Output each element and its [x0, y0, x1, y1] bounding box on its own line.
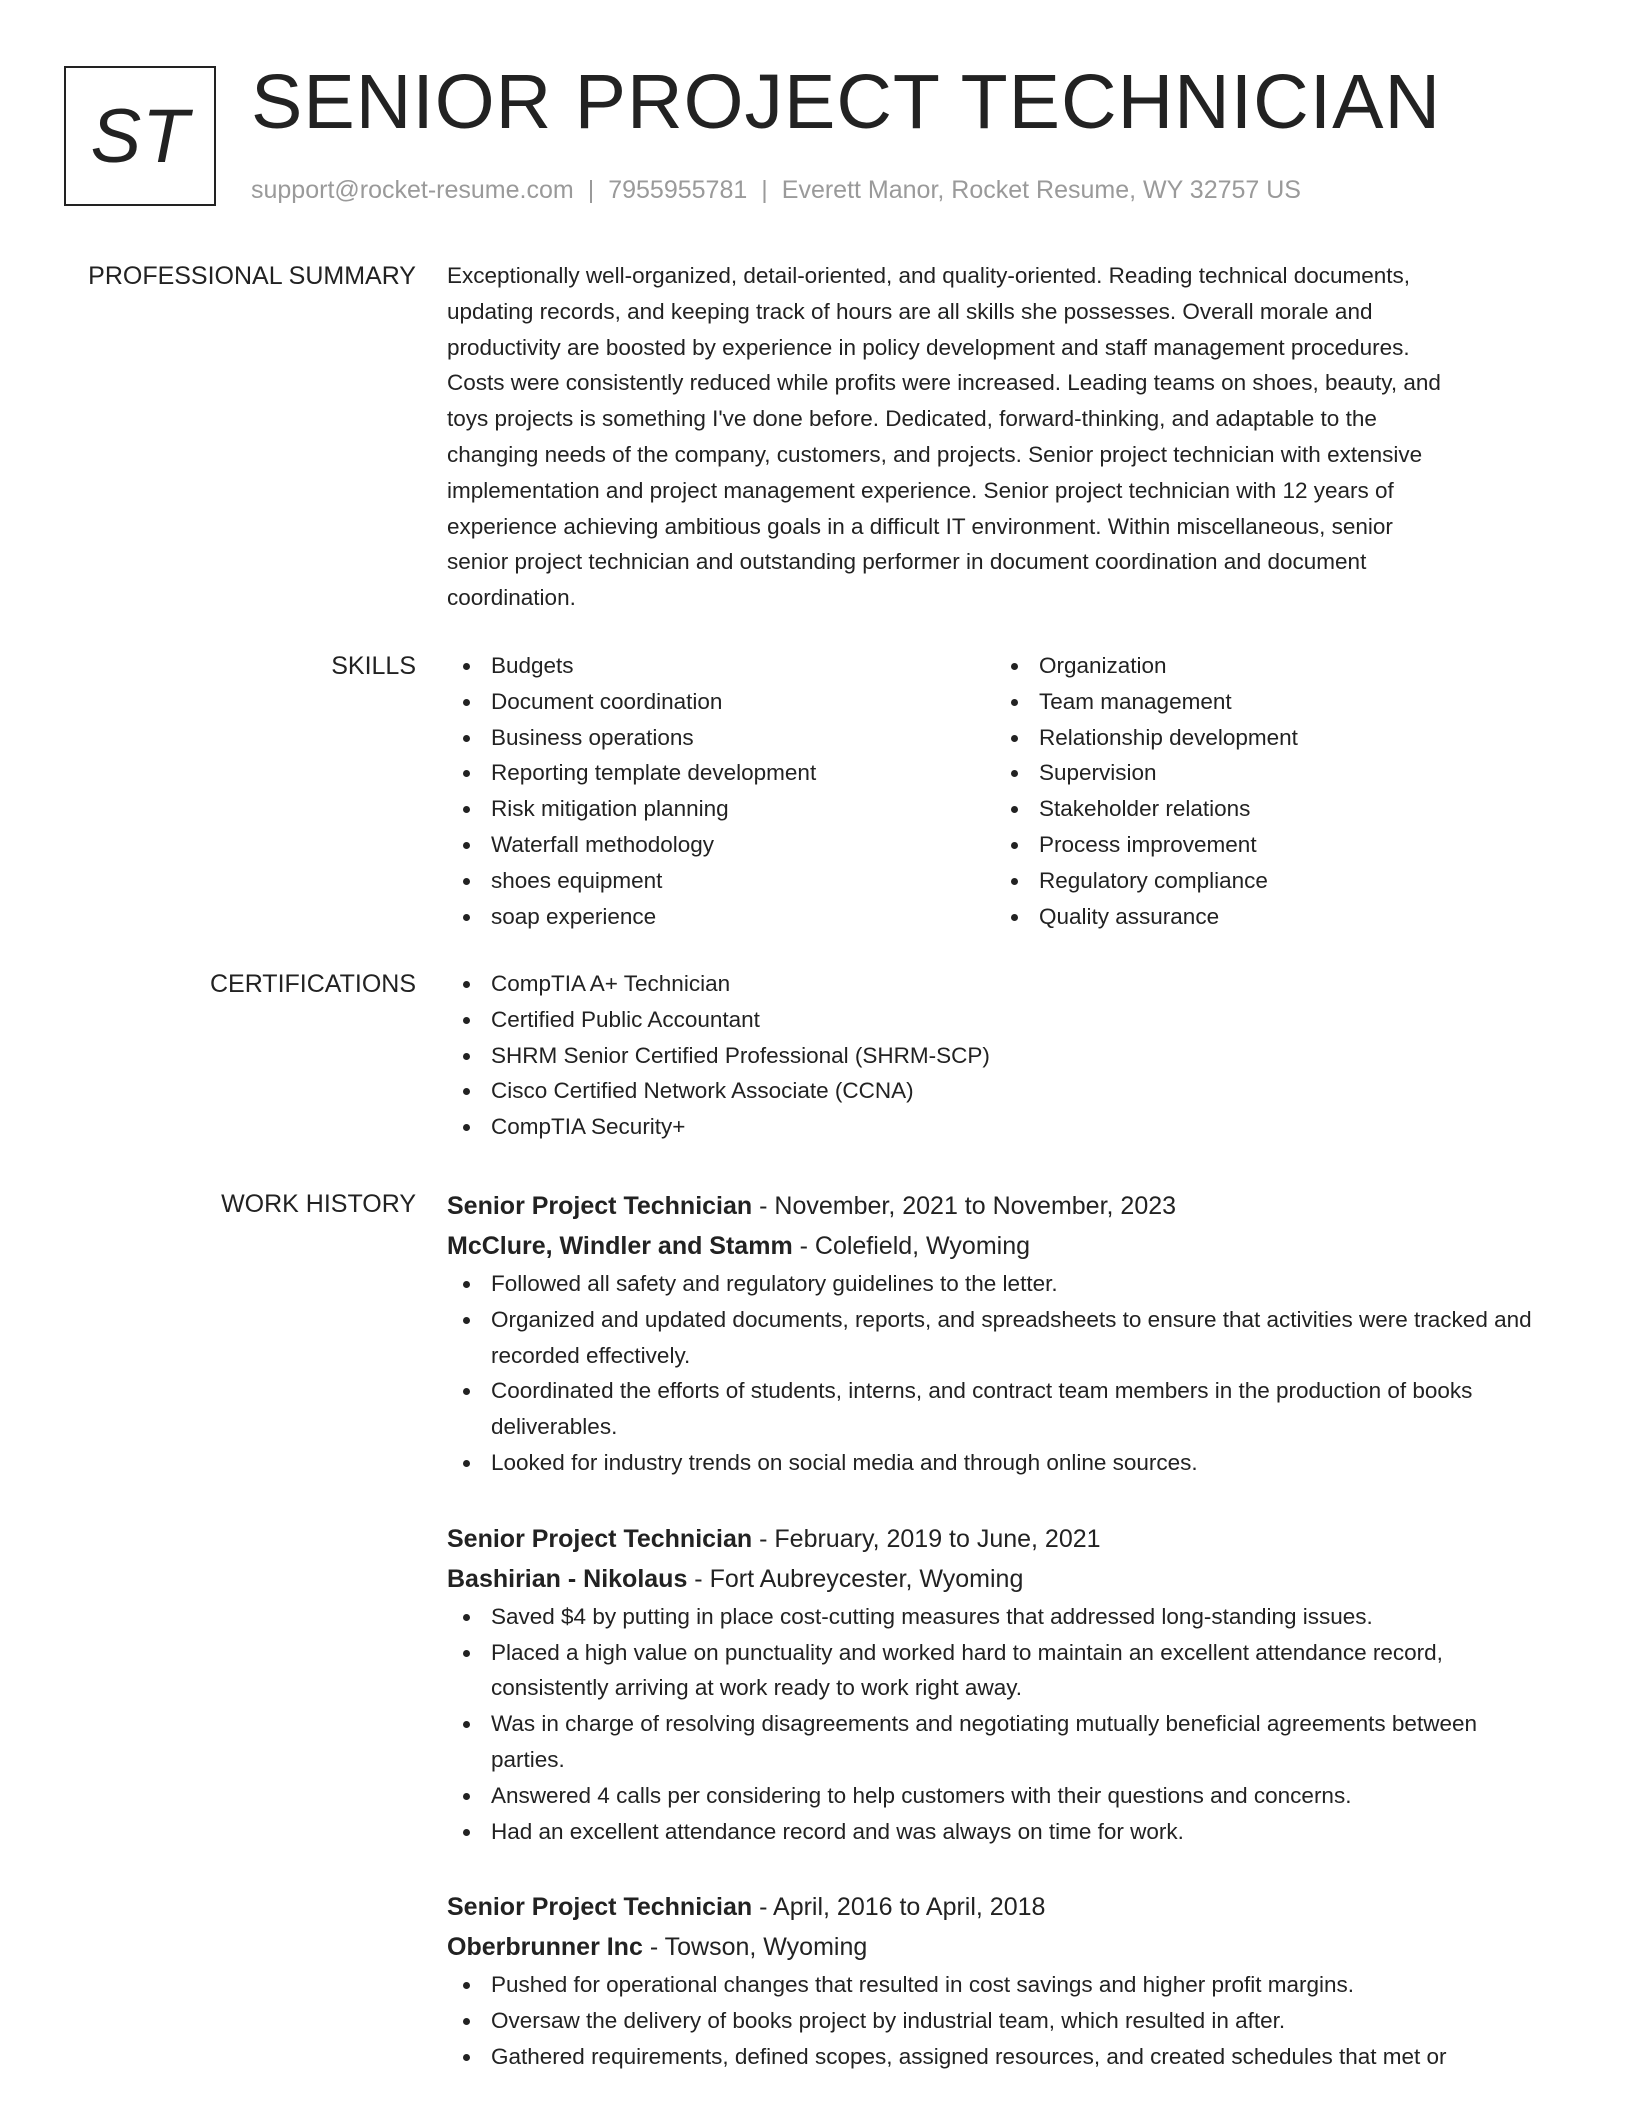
job-dates: - April, 2016 to April, 2018: [752, 1893, 1046, 1922]
summary-line: toys projects is something I've done before. Dedicated, forward-thinking, and adaptable to the: [447, 406, 1377, 432]
initials-monogram: [64, 66, 216, 206]
certification-item: CompTIA Security+: [447, 1109, 1547, 1145]
summary-line: implementation and project management experience. Senior project technician with 12 years of: [447, 477, 1394, 503]
initials-text: ST: [90, 93, 190, 179]
job-bullet: Organized and updated documents, reports, and spreadsheets to ensure that activities were tracked and recorded effectively.: [447, 1302, 1547, 1374]
job-company-line: [447, 1559, 1547, 1599]
summary-line: changing needs of the company, customers, and projects. Senior project technician with extensive: [447, 441, 1423, 467]
skill-item: soap experience: [447, 899, 995, 935]
job-location: - Fort Aubreycester, Wyoming: [687, 1564, 1024, 1593]
certification-item: Cisco Certified Network Associate (CCNA): [447, 1073, 1547, 1109]
job-location: - Colefield, Wyoming: [792, 1232, 1031, 1260]
job-company-line: [447, 1927, 1547, 1967]
skill-item: Reporting template development: [447, 755, 995, 791]
summary-line: Costs were consistently reduced while profits were increased. Leading teams on shoes, beauty, and: [447, 370, 1441, 396]
job-bullet: Had an excellent attendance record and was always on time for work.: [447, 1814, 1547, 1850]
job-bullet: Pushed for operational changes that resulted in cost savings and higher profit margins.: [447, 1967, 1547, 2003]
skill-item: Regulatory compliance: [995, 863, 1543, 899]
contact-address: Everett Manor, Rocket Resume, WY 32757 US: [781, 176, 1301, 204]
job-dates: - November, 2021 to November, 2023: [752, 1192, 1177, 1220]
summary-text: [447, 258, 1547, 616]
skill-item: Business operations: [447, 720, 995, 756]
skill-item: Document coordination: [447, 684, 995, 720]
skill-item: Risk mitigation planning: [447, 791, 995, 827]
job-title: Senior Project Technician: [447, 1893, 753, 1922]
contact-line: [251, 172, 1301, 208]
job-title-line: [447, 1186, 1547, 1226]
skill-item: Stakeholder relations: [995, 791, 1543, 827]
skill-item: Budgets: [447, 648, 995, 684]
skills-list-left: [447, 648, 995, 934]
certification-item: SHRM Senior Certified Professional (SHRM-SCP): [447, 1038, 1547, 1074]
contact-separator: |: [587, 176, 595, 204]
work-history-body: [447, 1186, 1547, 2075]
contact-separator: |: [761, 176, 768, 204]
job-bullet-list: [447, 1599, 1547, 1850]
skills-heading: SKILLS: [331, 652, 416, 680]
job-bullet: Was in charge of resolving disagreements and negotiating mutually beneficial agreements between parties.: [447, 1706, 1547, 1778]
skill-item: Waterfall methodology: [447, 827, 995, 863]
summary-line: Exceptionally well-organized, detail-oriented, and quality-oriented. Reading technical documents,: [447, 263, 1411, 288]
summary-line: experience achieving ambitious goals in a difficult IT environment. Within miscellaneous, senior: [447, 513, 1393, 539]
skills-columns: [447, 648, 1547, 934]
contact-phone: 7955955781: [608, 176, 748, 204]
job-location: - Towson, Wyoming: [642, 1933, 868, 1962]
certification-item: CompTIA A+ Technician: [447, 966, 1547, 1002]
job-company: Oberbrunner Inc: [447, 1933, 643, 1962]
skill-item: Relationship development: [995, 720, 1543, 756]
job-bullet: Looked for industry trends on social media and through online sources.: [447, 1445, 1547, 1481]
job-bullet-list: [447, 1967, 1547, 2074]
job-company: Bashirian - Nikolaus: [447, 1564, 688, 1593]
job-company: McClure, Windler and Stamm: [447, 1232, 793, 1260]
job-bullet: Saved $4 by putting in place cost-cutting measures that addressed long-standing issues.: [447, 1599, 1547, 1635]
skill-item: shoes equipment: [447, 863, 995, 899]
job-company-line: [447, 1226, 1547, 1266]
job-title-line: [447, 1887, 1547, 1927]
certifications-list: [447, 966, 1547, 1145]
job-title: Senior Project Technician: [447, 1524, 753, 1553]
job-bullet: Placed a high value on punctuality and worked hard to maintain an excellent attendance record, consistently arriving at work ready to work right away.: [447, 1635, 1547, 1707]
skill-item: Team management: [995, 684, 1543, 720]
job-bullet-list: [447, 1266, 1547, 1481]
summary-line: coordination.: [447, 585, 576, 611]
job-entry: [447, 1887, 1547, 2074]
summary-line: productivity are boosted by experience in policy development and staff management procedures.: [447, 334, 1410, 360]
job-entry: [447, 1519, 1547, 1850]
job-entry: [447, 1186, 1547, 1481]
job-bullet: Gathered requirements, defined scopes, assigned resources, and created schedules that met or: [447, 2039, 1547, 2075]
job-bullet: Answered 4 calls per considering to help customers with their questions and concerns.: [447, 1778, 1547, 1814]
skill-item: Process improvement: [995, 827, 1543, 863]
summary-heading: PROFESSIONAL SUMMARY: [88, 262, 416, 290]
resume-title: SENIOR PROJECT TECHNICIAN: [251, 59, 1442, 145]
work-history-heading: WORK HISTORY: [221, 1190, 416, 1218]
certification-item: Certified Public Accountant: [447, 1002, 1547, 1038]
contact-email: support@rocket-resume.com: [251, 176, 574, 204]
skills-list-right: [995, 648, 1543, 934]
summary-body: [447, 258, 1547, 616]
job-bullet: Followed all safety and regulatory guidelines to the letter.: [447, 1266, 1547, 1302]
skill-item: Quality assurance: [995, 899, 1543, 935]
skill-item: Supervision: [995, 755, 1543, 791]
certifications-body: [447, 966, 1547, 1145]
certifications-heading: CERTIFICATIONS: [209, 970, 416, 998]
job-bullet: Coordinated the efforts of students, interns, and contract team members in the production of books deliverables.: [447, 1373, 1547, 1445]
summary-line: senior project technician and outstanding performer in document coordination and document: [447, 549, 1367, 575]
job-dates: - February, 2019 to June, 2021: [752, 1524, 1101, 1553]
job-title: Senior Project Technician: [447, 1192, 753, 1220]
skills-body: [447, 648, 1547, 934]
job-bullet: Oversaw the delivery of books project by industrial team, which resulted in after.: [447, 2003, 1547, 2039]
job-title-line: [447, 1519, 1547, 1559]
summary-line: updating records, and keeping track of hours are all skills she possesses. Overall morale and: [447, 298, 1373, 324]
skill-item: Organization: [995, 648, 1543, 684]
